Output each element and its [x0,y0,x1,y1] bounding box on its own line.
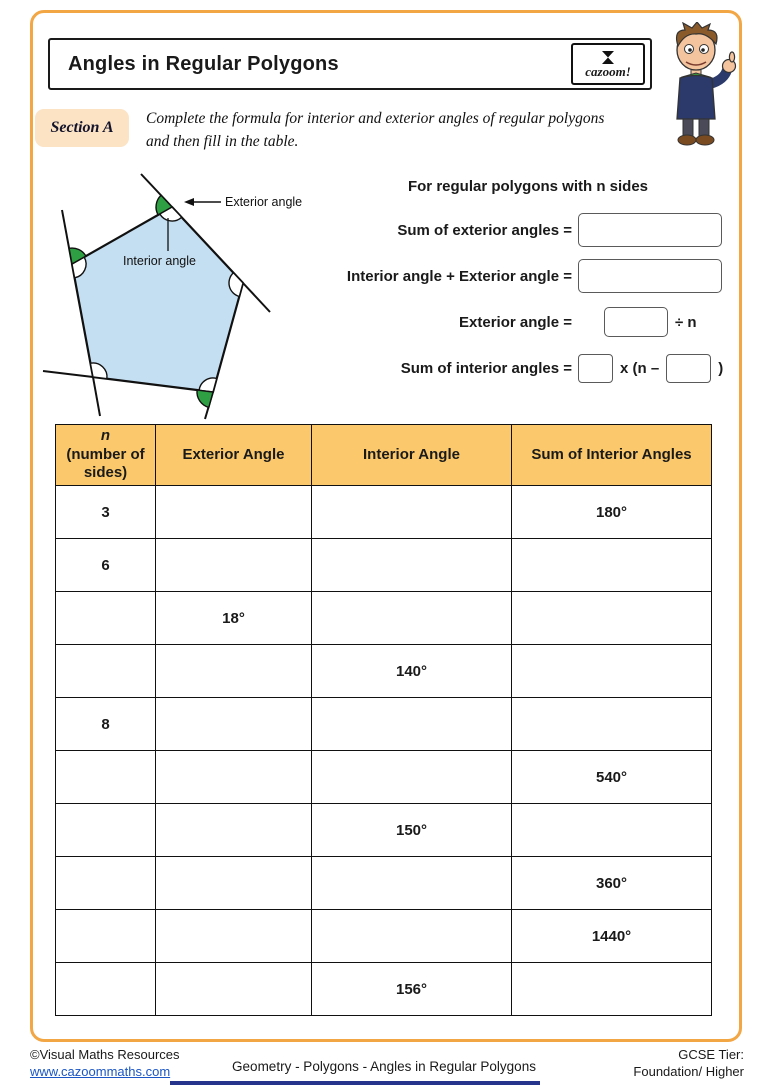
cell-exterior[interactable] [156,751,312,804]
formula-heading: For regular polygons with n sides [407,178,649,195]
cell-interior[interactable] [312,539,512,592]
interior-angle-label: Interior angle [123,254,196,268]
cell-sum[interactable] [512,539,712,592]
header-n-subtext: (number of sides) [66,445,145,482]
sum-interior-label: Sum of interior angles = [400,359,572,377]
cell-sum[interactable] [512,804,712,857]
cell-interior[interactable] [312,698,512,751]
cell-n[interactable] [56,751,156,804]
cell-n[interactable] [56,963,156,1016]
cell-interior[interactable] [312,910,512,963]
exterior-answer-box[interactable] [604,307,668,337]
cell-sum[interactable] [512,645,712,698]
footer-copyright: ©Visual Maths Resources [30,1047,180,1062]
section-a-badge: Section A [35,109,129,147]
table-row [56,751,712,804]
table-row [56,857,712,910]
cell-n[interactable] [56,857,156,910]
int-plus-ext-answer-box[interactable] [578,259,722,293]
cell-interior[interactable] [312,857,512,910]
cell-sum[interactable] [512,698,712,751]
mascot-pupil [688,48,692,52]
cell-exterior[interactable] [156,804,312,857]
formula-row-int-plus-ext [328,253,728,299]
header-exterior-angle: Exterior Angle [156,425,312,486]
extension-line [43,371,93,377]
table-row [56,486,712,539]
table-row [56,592,712,645]
cell-n: 8 [56,698,156,751]
footer-tier-value: Foundation/ Higher [633,1064,744,1079]
extension-line [93,377,100,416]
cell-sum[interactable] [512,592,712,645]
cell-interior: 156° [312,963,512,1016]
sum-interior-suffix-text: ) [718,359,724,377]
cell-exterior[interactable] [156,486,312,539]
logo-hourglass-icon [599,51,617,64]
table-header-row [56,425,712,486]
cell-exterior[interactable] [156,539,312,592]
cell-sum: 1440° [512,910,712,963]
cell-interior[interactable] [312,486,512,539]
sum-interior-answer-box-2[interactable] [666,354,711,383]
cell-exterior: 18° [156,592,312,645]
sum-exterior-label: Sum of exterior angles = [397,221,572,239]
mascot-pupil [701,48,705,52]
cazoom-logo [571,43,645,85]
sum-exterior-answer-box[interactable] [578,213,722,247]
polygon-angles-table [55,424,712,1016]
exterior-label-arrowhead [184,198,194,206]
int-plus-ext-label: Interior angle + Exterior angle = [346,267,572,285]
footer-accent-line [170,1081,540,1085]
exterior-formula-suffix: ÷ n [675,313,697,331]
table-row [56,910,712,963]
formula-row-sum-interior [328,345,728,391]
cell-interior[interactable] [312,751,512,804]
table-row [56,963,712,1016]
cell-sum: 360° [512,857,712,910]
cell-interior: 140° [312,645,512,698]
cell-n[interactable] [56,645,156,698]
extension-line [243,283,270,312]
footer-website-link[interactable]: www.cazoommaths.com [30,1064,171,1079]
cell-n[interactable] [56,804,156,857]
sum-interior-answer-box-1[interactable] [578,354,613,383]
table-row [56,804,712,857]
mascot-thumb [729,52,734,62]
cell-sum: 180° [512,486,712,539]
formula-block [328,178,728,391]
exterior-angle-marker [197,390,213,407]
exterior-formula-label: Exterior angle = [459,313,572,331]
cell-exterior[interactable] [156,698,312,751]
header-interior-angle: Interior Angle [312,425,512,486]
header-n [56,425,156,486]
footer-breadcrumb: Geometry - Polygons - Angles in Regular Polygons [232,1059,536,1074]
footer-tier [633,1046,744,1080]
table-row [56,645,712,698]
table-row [56,539,712,592]
cell-interior: 150° [312,804,512,857]
header-sum-interior-angles: Sum of Interior Angles [512,425,712,486]
title-bar [48,38,652,90]
mascot-shoe [678,135,696,145]
cell-sum[interactable] [512,963,712,1016]
sum-interior-mid-text: x (n – [620,359,660,377]
page-title: Angles in Regular Polygons [68,52,339,75]
section-a-instructions: Complete the formula for interior and exterior angles of regular polygons and then fill in the table. [146,110,605,151]
exterior-angle-label: Exterior angle [225,195,303,209]
cell-interior[interactable] [312,592,512,645]
cell-sum: 540° [512,751,712,804]
cell-n: 3 [56,486,156,539]
logo-wordmark: cazoom! [585,63,631,79]
formula-row-exterior [328,299,728,345]
cell-n: 6 [56,539,156,592]
cell-n[interactable] [56,910,156,963]
formula-row-sum-exterior [328,207,728,253]
mascot-illustration [652,22,744,148]
cell-exterior[interactable] [156,857,312,910]
mascot-shoe [696,135,714,145]
mascot-leg [699,119,709,136]
cell-exterior[interactable] [156,645,312,698]
mascot-leg [683,119,693,136]
cell-exterior[interactable] [156,963,312,1016]
cell-exterior[interactable] [156,910,312,963]
table-row [56,698,712,751]
header-n-symbol: n [100,426,111,444]
pentagon-angles-diagram [35,165,335,421]
cell-n[interactable] [56,592,156,645]
mascot-sweater [677,76,715,120]
footer-tier-label: GCSE Tier: [678,1047,744,1062]
